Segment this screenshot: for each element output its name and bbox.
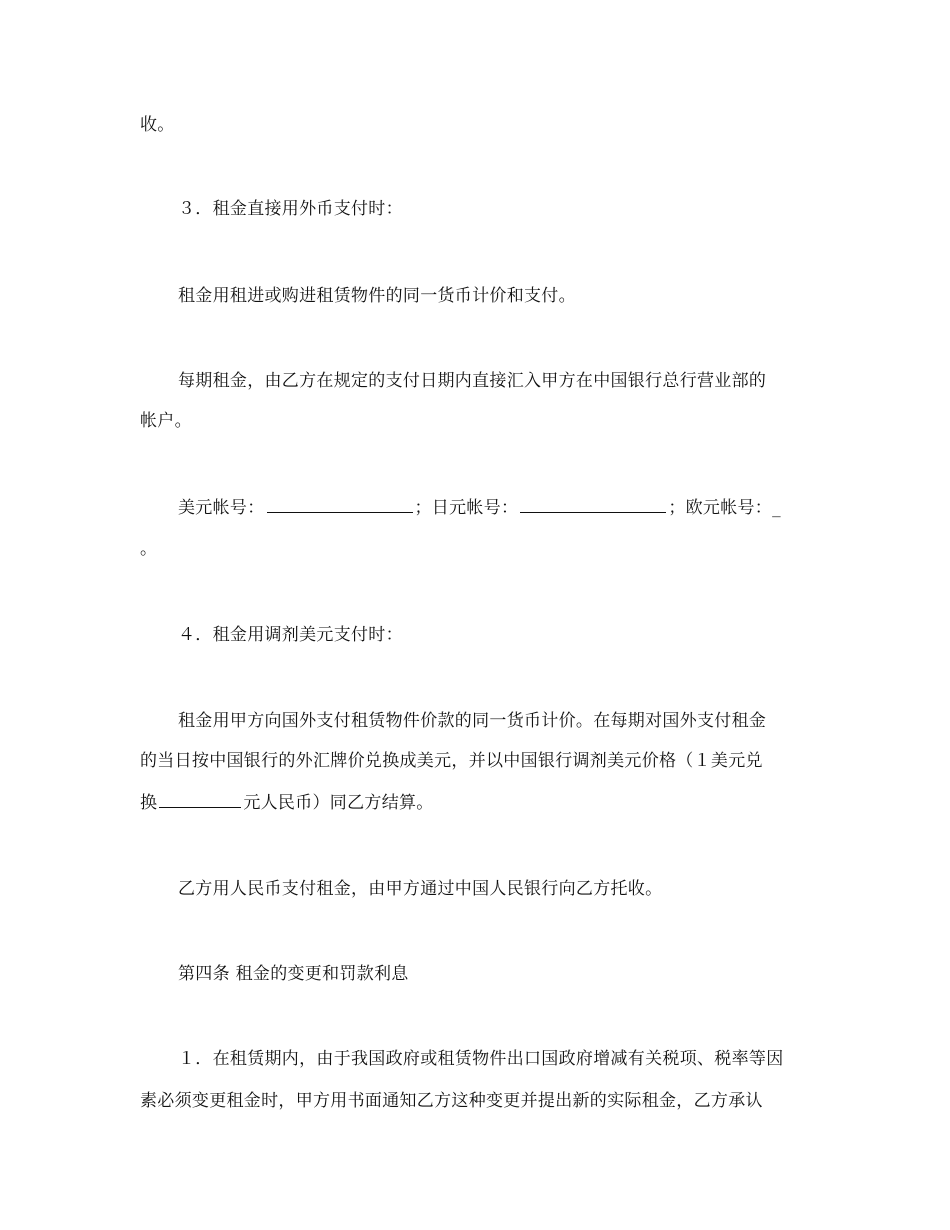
paragraph: 每期租金，由乙方在规定的支付日期内直接汇入甲方在中国银行总行营业部的 [178, 371, 767, 391]
paragraph: 乙方用人民币支付租金，由甲方通过中国人民银行向乙方托收。 [178, 879, 663, 899]
clause-3-heading: ３．租金直接用外币支付时： [178, 199, 403, 219]
paragraph-continuation: 素必须变更租金时，甲方用书面通知乙方这种变更并提出新的实际租金，乙方承认 [140, 1091, 763, 1111]
paragraph: 租金用甲方向国外支付租赁物件价款的同一货币计价。在每期对国外支付租金 [178, 711, 767, 731]
paragraph: １．在租赁期内，由于我国政府或租赁物件出口国政府增减有关税项、税率等因 [178, 1049, 784, 1069]
jpy-account-label: ；日元帐号： [414, 498, 519, 518]
jpy-account-blank [520, 498, 666, 513]
account-numbers-line [178, 497, 781, 519]
text-line: 收。 [140, 115, 175, 135]
usd-account-blank [267, 498, 413, 513]
clause-4-heading: ４．租金用调剂美元支付时： [178, 625, 403, 645]
text-line: 。 [140, 539, 158, 559]
exchange-suffix: 元人民币）同乙方结算。 [243, 793, 434, 813]
usd-account-label: 美元帐号： [178, 498, 265, 518]
article-4-heading: 第四条 租金的变更和罚款利息 [178, 964, 409, 984]
exchange-prefix: 换 [140, 793, 158, 813]
paragraph-continuation: 帐户。 [140, 411, 192, 431]
paragraph: 租金用租进或购进租赁物件的同一货币计价和支付。 [178, 286, 576, 306]
eur-account-label: ；欧元帐号：_ [668, 498, 781, 518]
paragraph-continuation: 的当日按中国银行的外汇牌价兑换成美元，并以中国银行调剂美元价格（１美元兑 [140, 751, 763, 771]
exchange-rate-line [140, 792, 434, 814]
exchange-rate-blank [159, 793, 241, 808]
